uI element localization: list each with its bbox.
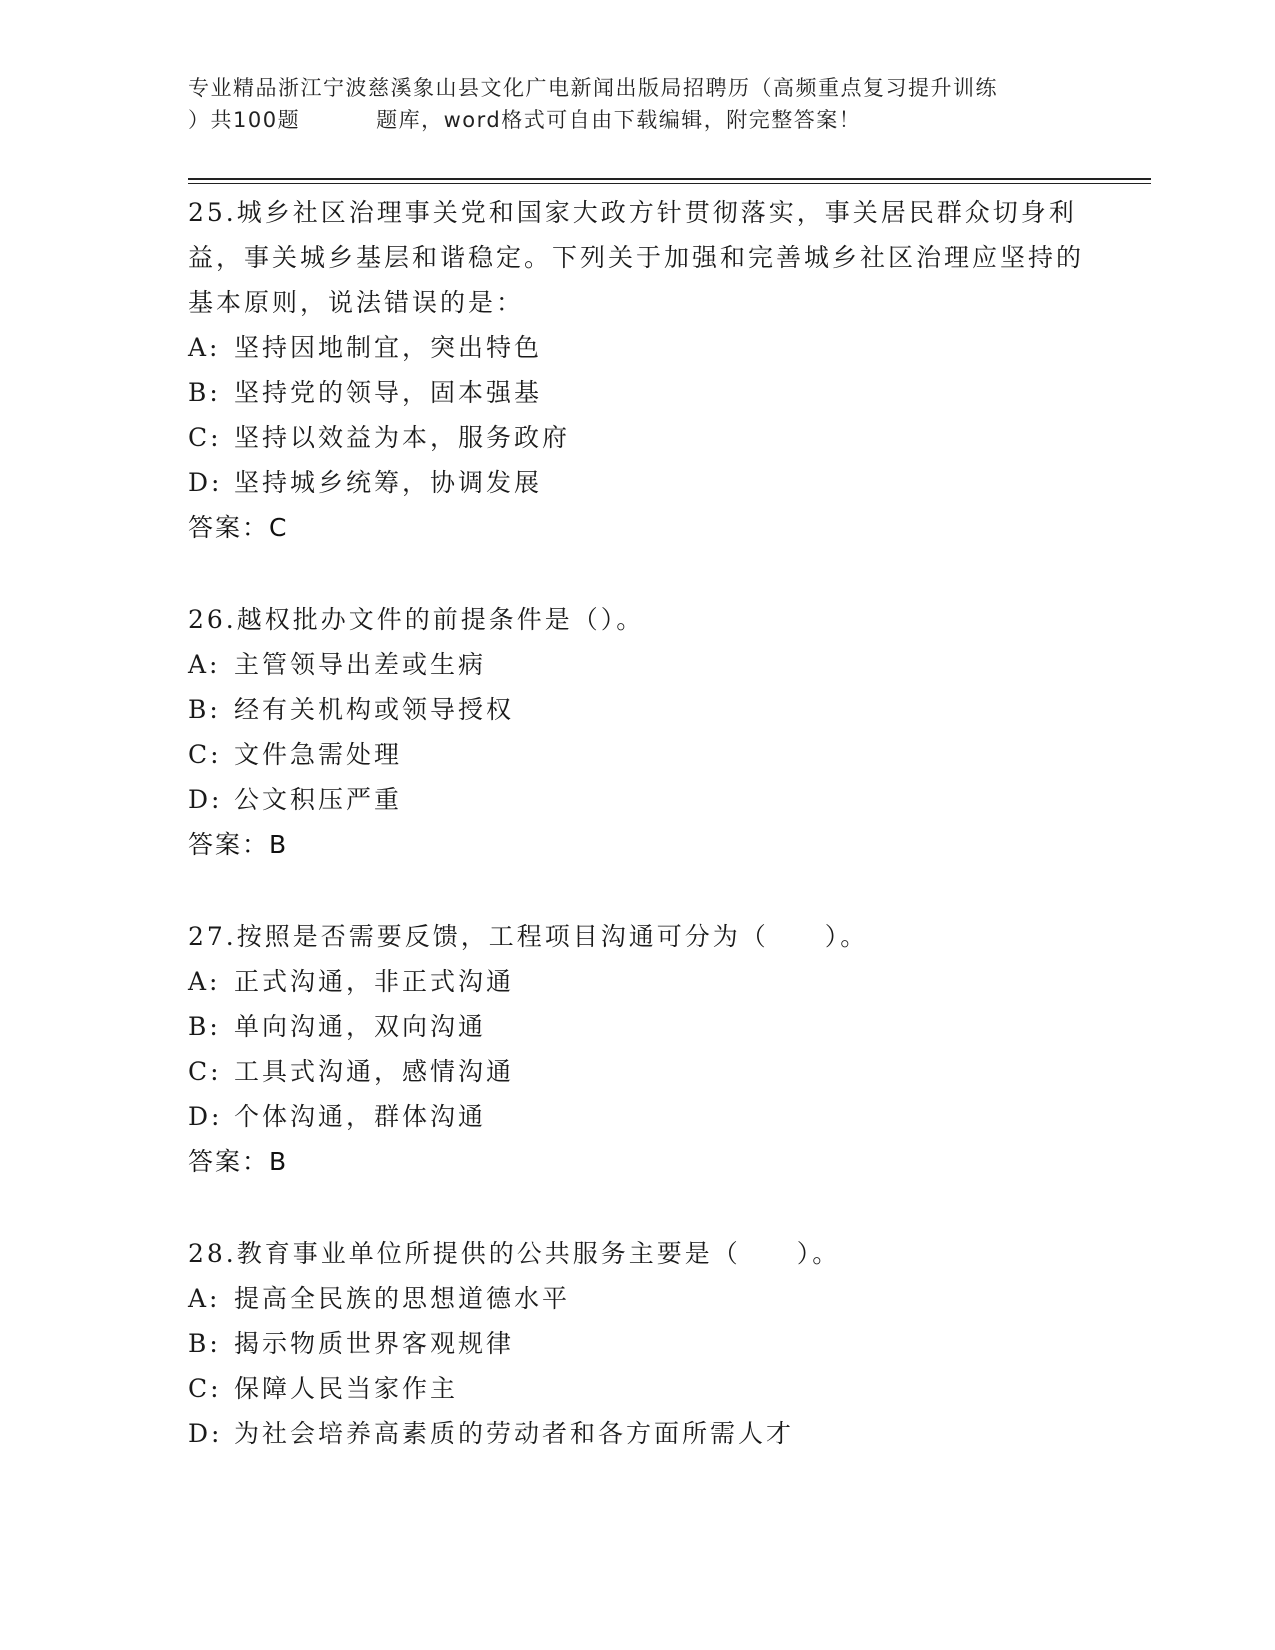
option-c bbox=[188, 732, 1088, 777]
header-divider-thin bbox=[188, 183, 1151, 184]
option-b bbox=[188, 1321, 1088, 1366]
option-text: 正式沟通，非正式沟通 bbox=[234, 967, 515, 996]
option-key: D: bbox=[188, 1102, 223, 1131]
option-key: B: bbox=[188, 1329, 221, 1358]
option-c bbox=[188, 1049, 1088, 1094]
option-text: 保障人民当家作主 bbox=[234, 1374, 459, 1403]
option-text: 经有关机构或领导授权 bbox=[234, 695, 515, 724]
answer-line: 答案：B bbox=[188, 1147, 289, 1176]
option-key: D: bbox=[188, 1419, 223, 1448]
option-key: B: bbox=[188, 378, 221, 407]
question-27 bbox=[188, 914, 1088, 1185]
header-divider-thick bbox=[188, 178, 1151, 180]
option-text: 坚持因地制宜，突出特色 bbox=[234, 333, 543, 362]
option-key: A: bbox=[188, 650, 221, 679]
option-text: 主管领导出差或生病 bbox=[234, 650, 487, 679]
option-d bbox=[188, 777, 1088, 822]
question-stem: 27.按照是否需要反馈，工程项目沟通可分为（ ）。 bbox=[188, 922, 869, 951]
option-key: D: bbox=[188, 468, 223, 497]
option-d bbox=[188, 1094, 1088, 1139]
option-c bbox=[188, 415, 1088, 460]
question-list bbox=[188, 190, 1088, 1502]
option-b bbox=[188, 687, 1088, 732]
option-text: 个体沟通，群体沟通 bbox=[234, 1102, 487, 1131]
question-stem: 26.越权批办文件的前提条件是（）。 bbox=[188, 605, 645, 634]
document-header bbox=[188, 72, 1088, 136]
option-a bbox=[188, 642, 1088, 687]
option-key: A: bbox=[188, 1284, 221, 1313]
option-key: C: bbox=[188, 740, 222, 769]
option-key: C: bbox=[188, 1057, 222, 1086]
option-text: 揭示物质世界客观规律 bbox=[234, 1329, 515, 1358]
answer-line: 答案：C bbox=[188, 513, 289, 542]
option-b bbox=[188, 1004, 1088, 1049]
option-text: 工具式沟通，感情沟通 bbox=[234, 1057, 515, 1086]
answer-line: 答案：B bbox=[188, 830, 289, 859]
question-stem: 25.城乡社区治理事关党和国家大政方针贯彻落实，事关居民群众切身利益，事关城乡基层和谐稳定。下列关于加强和完善城乡社区治理应坚持的基本原则，说法错误的是： bbox=[188, 198, 1085, 317]
option-key: A: bbox=[188, 333, 221, 362]
header-line-1: 专业精品浙江宁波慈溪象山县文化广电新闻出版局招聘历（高频重点复习提升训练 bbox=[188, 76, 998, 100]
option-key: B: bbox=[188, 695, 221, 724]
option-text: 文件急需处理 bbox=[234, 740, 403, 769]
option-a bbox=[188, 1276, 1088, 1321]
question-28 bbox=[188, 1231, 1088, 1456]
option-key: C: bbox=[188, 1374, 222, 1403]
option-key: B: bbox=[188, 1012, 221, 1041]
option-b bbox=[188, 370, 1088, 415]
question-26 bbox=[188, 597, 1088, 868]
header-line-2 bbox=[188, 104, 1088, 136]
option-key: D: bbox=[188, 785, 223, 814]
header-line-2-start: ）共100题 bbox=[188, 108, 301, 132]
option-c bbox=[188, 1366, 1088, 1411]
option-a bbox=[188, 959, 1088, 1004]
question-stem: 28.教育事业单位所提供的公共服务主要是（ ）。 bbox=[188, 1239, 841, 1268]
option-key: A: bbox=[188, 967, 221, 996]
question-25 bbox=[188, 190, 1088, 551]
option-text: 提高全民族的思想道德水平 bbox=[234, 1284, 571, 1313]
option-d bbox=[188, 1411, 1088, 1456]
option-text: 坚持城乡统筹，协调发展 bbox=[234, 468, 543, 497]
option-a bbox=[188, 325, 1088, 370]
option-text: 公文积压严重 bbox=[234, 785, 403, 814]
option-text: 坚持党的领导，固本强基 bbox=[234, 378, 543, 407]
option-text: 单向沟通，双向沟通 bbox=[234, 1012, 487, 1041]
option-key: C: bbox=[188, 423, 222, 452]
option-text: 坚持以效益为本，服务政府 bbox=[234, 423, 571, 452]
option-text: 为社会培养高素质的劳动者和各方面所需人才 bbox=[234, 1419, 795, 1448]
header-line-2-end: 题库，word格式可自由下载编辑，附完整答案！ bbox=[376, 108, 862, 132]
option-d bbox=[188, 460, 1088, 505]
